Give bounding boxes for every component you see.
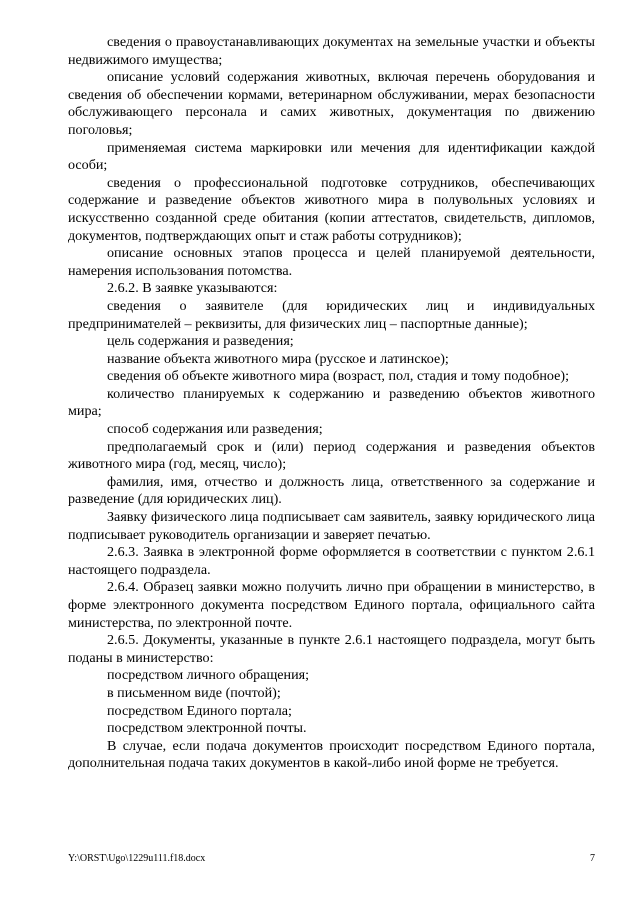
- document-body: [68, 34, 595, 773]
- paragraph: количество планируемых к содержанию и разведению объектов животного мира;: [68, 385, 595, 420]
- paragraph: описание основных этапов процесса и целей планируемой деятельности, намерения использования потомства.: [68, 245, 595, 279]
- paragraph: 2.6.3. Заявка в электронной форме оформляется в соответствии с пунктом 2.6.1 настоящего подраздела.: [68, 544, 595, 578]
- paragraph: сведения об объекте животного мира (возраст, пол, стадия и тому подобное);: [107, 368, 570, 385]
- paragraph: посредством личного обращения;: [107, 667, 310, 684]
- paragraph: 2.6.5. Документы, указанные в пункте 2.6.1 настоящего подраздела, могут быть поданы в министерство:: [68, 632, 595, 666]
- paragraph: сведения о заявителе (для юридических лиц и индивидуальных предпринимателей – реквизиты, для физических лиц – паспортные данные);: [68, 297, 595, 332]
- paragraph: 2.6.2. В заявке указываются:: [107, 280, 278, 297]
- paragraph: Заявку физического лица подписывает сам заявитель, заявку юридического лица подписывает руководитель организации и заверяет печатью.: [68, 509, 595, 543]
- file-path: Y:\ORST\Ugo\1229u111.f18.docx: [68, 853, 206, 864]
- paragraph: посредством электронной почты.: [107, 720, 307, 737]
- paragraph: способ содержания или разведения;: [107, 421, 323, 438]
- paragraph: название объекта животного мира (русское и латинское);: [107, 350, 449, 367]
- paragraph: сведения о правоустанавливающих документах на земельные участки и объекты недвижимого имущества;: [68, 34, 595, 68]
- paragraph: цель содержания и разведения;: [107, 333, 294, 350]
- page-number: 7: [590, 853, 595, 864]
- paragraph: применяемая система маркировки или мечения для идентификации каждой особи;: [68, 139, 595, 174]
- paragraph: сведения о профессиональной подготовке сотрудников, обеспечивающих содержание и разведение объектов животного мира в полувольных условиях и искусственно созданной среде обитания (копии аттестатов, свидетельств, дипломов, документов, подтверждающих опыт и стаж работы сотрудников);: [68, 174, 595, 244]
- paragraph: 2.6.4. Образец заявки можно получить лично при обращении в министерство, в форме электронного документа посредством Единого портала, официального сайта министерства, по электронной почте.: [68, 579, 595, 631]
- paragraph: описание условий содержания животных, включая перечень оборудования и сведения об обеспечении кормами, ветеринарном обслуживании, мерах безопасности обслуживающего персонала и самих животных, документация по движению поголовья;: [68, 69, 595, 138]
- paragraph: В случае, если подача документов происходит посредством Единого портала, дополнительная подача таких документов в какой-либо иной форме не требуется.: [68, 737, 595, 772]
- paragraph: фамилия, имя, отчество и должность лица, ответственного за содержание и разведение (для юридических лиц).: [68, 473, 595, 508]
- paragraph: в письменном виде (почтой);: [107, 684, 281, 701]
- paragraph: предполагаемый срок и (или) период содержания и разведения объектов животного мира (год, месяц, число);: [68, 438, 595, 473]
- paragraph: посредством Единого портала;: [107, 702, 292, 719]
- page-footer: [68, 853, 595, 864]
